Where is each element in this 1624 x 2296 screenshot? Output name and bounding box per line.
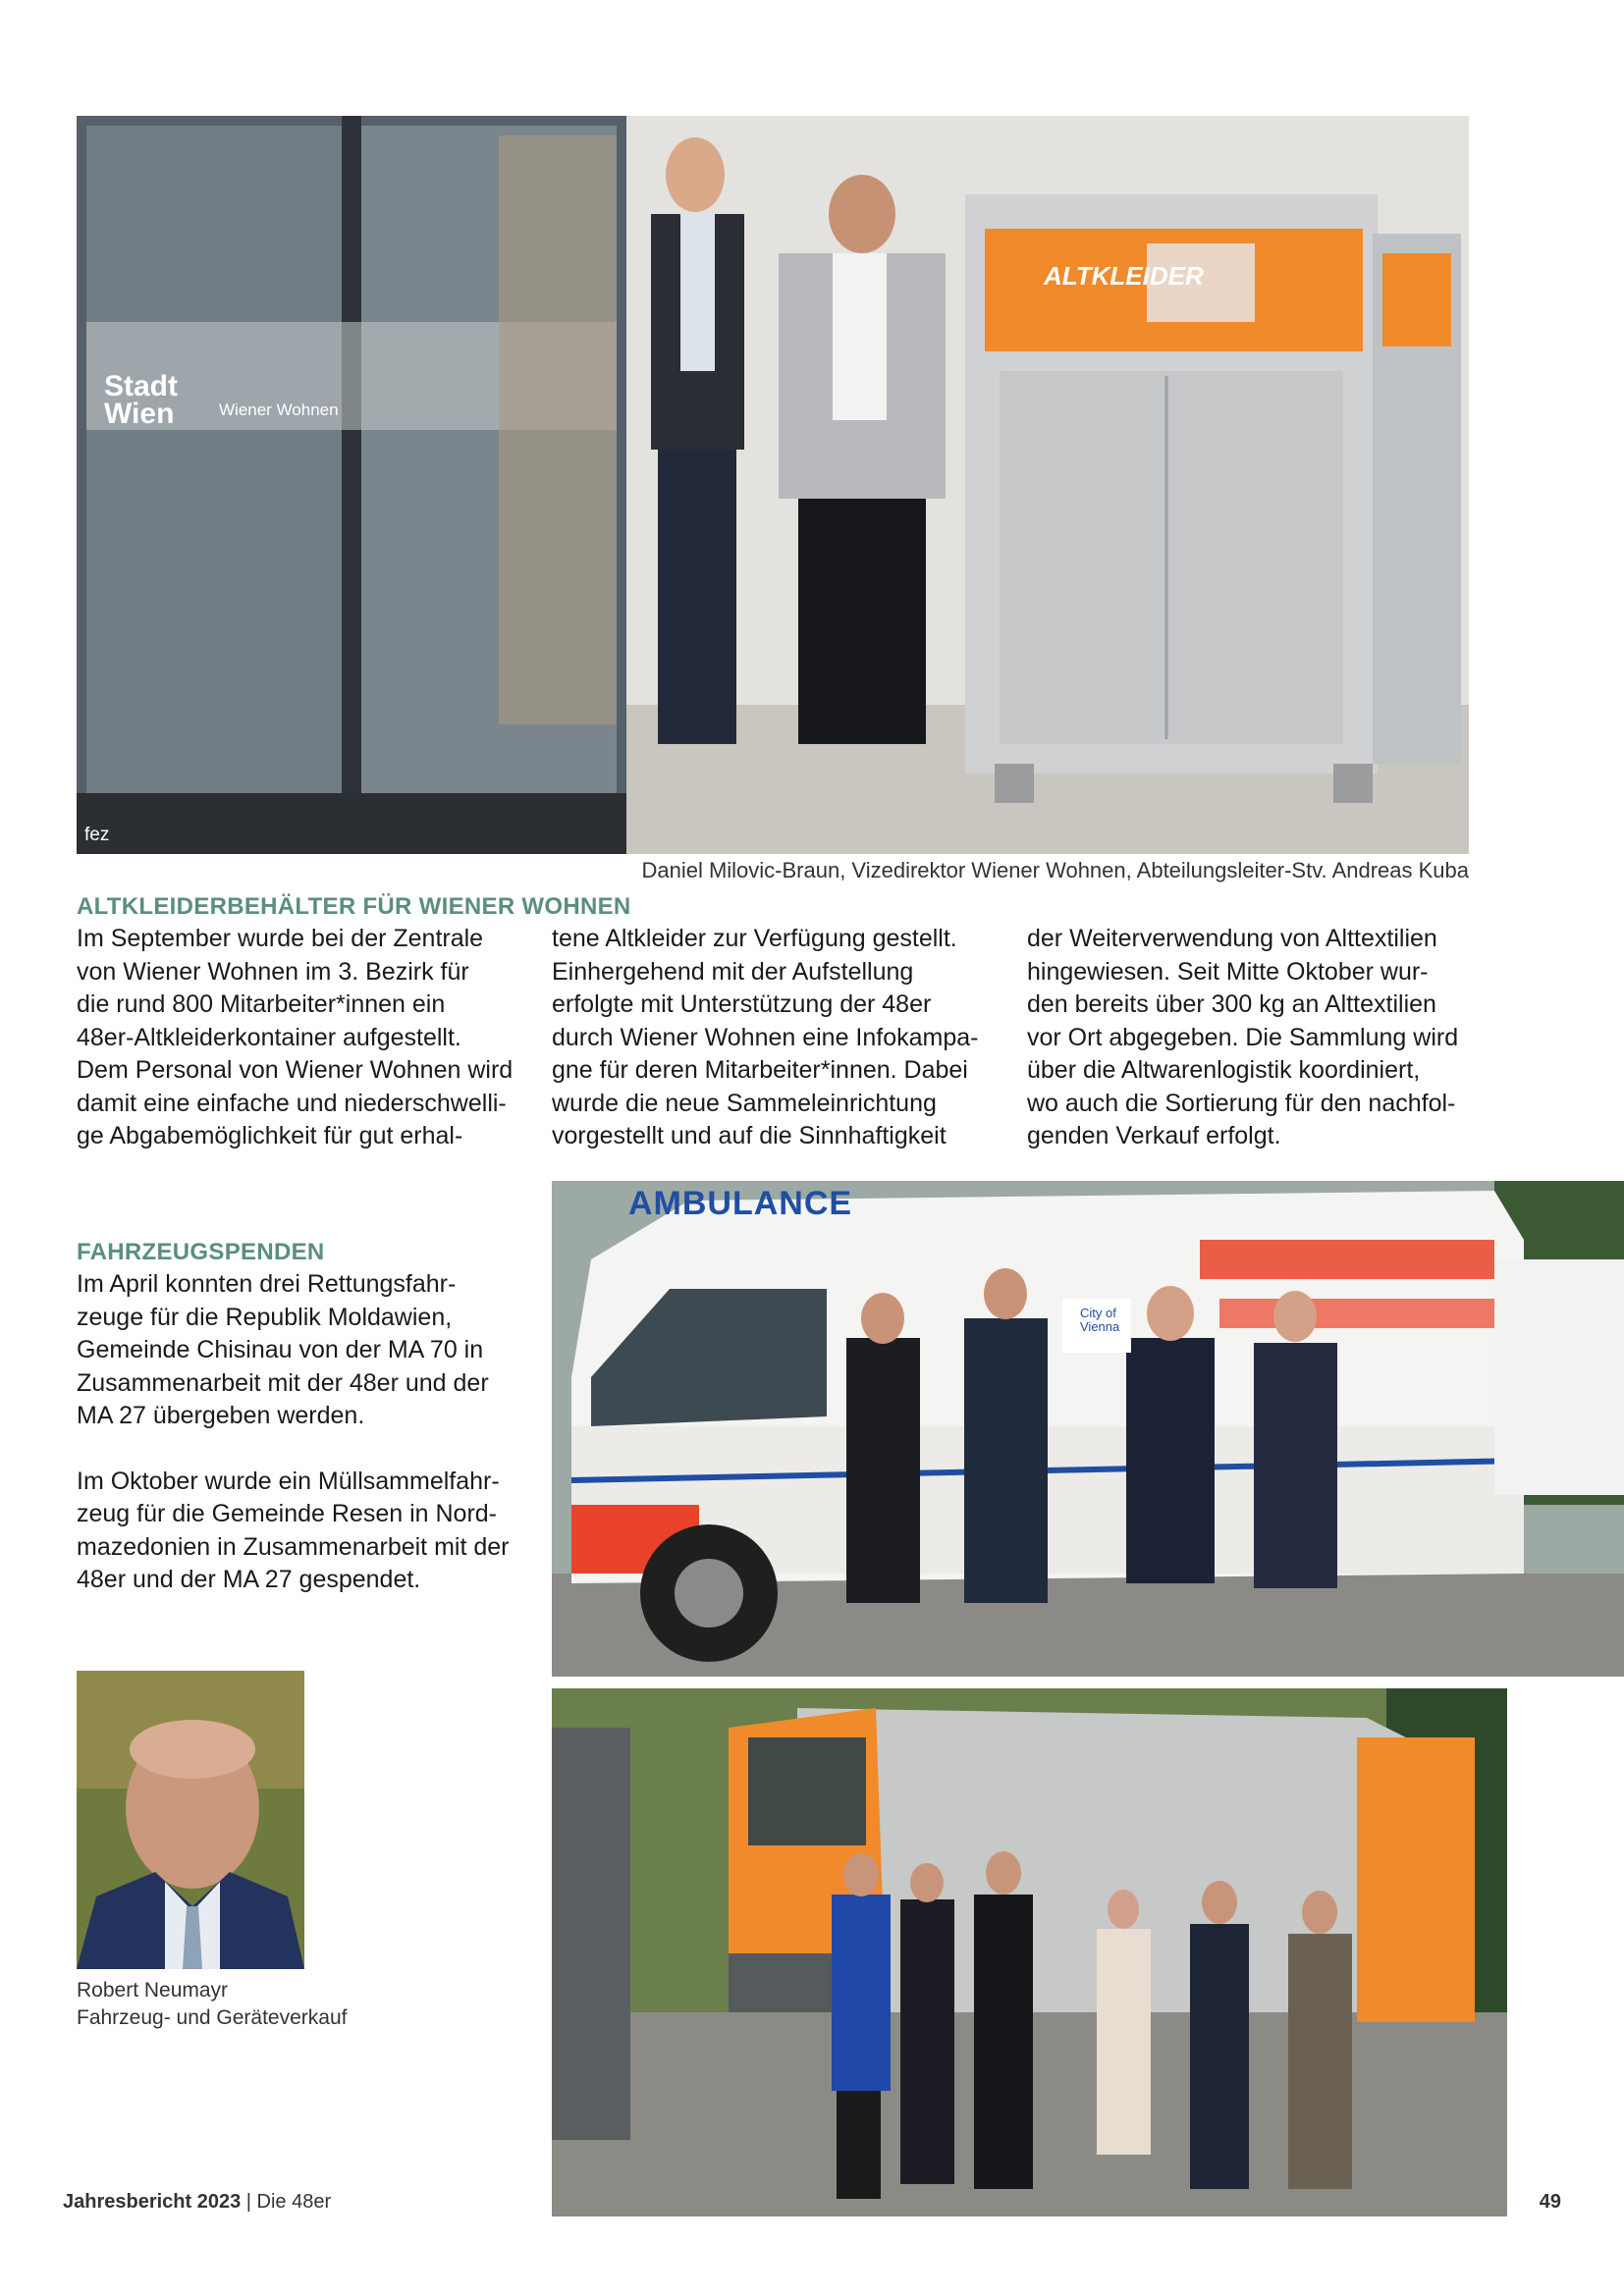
- footer-org: Die 48er: [256, 2191, 332, 2213]
- contact-block: [77, 1977, 347, 2032]
- photo-garbage-truck-handover: [552, 1688, 1507, 2216]
- photo-ambulance-handover: [552, 1181, 1624, 1677]
- door-sign-dept: Wiener Wohnen: [219, 400, 339, 419]
- section2-para1: Im April konnten drei Rettungsfahr- zeuge für die Republik Moldawien, Gemeinde Chisinau von der MA 70 in Zusammenarbeit mit der 48er und der MA 27 übergeben werden.: [77, 1270, 489, 1429]
- section2-text: [77, 1268, 538, 1597]
- footer-left: [63, 2191, 331, 2214]
- section1-col3-text: der Weiterverwendung von Alttextilien hingewiesen. Seit Mitte Oktober wur- den bereits über 300 kg an Alttextilien vor Ort abgegeben. Die Sammlung wird über die Altwarenlogistik koordiniert, wo auch die Sortierung für den nachfol- genden Verkauf erfolgt.: [1027, 925, 1459, 1149]
- footer-report: Jahresbericht 2023: [63, 2191, 242, 2213]
- door-sign-line2: Wien: [104, 398, 175, 430]
- contact-name: Robert Neumayr: [77, 1979, 229, 2002]
- section1-col1-text: Im September wurde bei der Zentrale von Wiener Wohnen im 3. Bezirk für die rund 800 Mitarbeiter*innen ein 48er-Altkleiderkontainer aufgestellt. Dem Personal von Wiener Wohnen wird damit eine einfache und niederschwelli- ge Abgabemöglichkeit für gut erhal-: [77, 925, 514, 1149]
- door-sign-line1: Stadt: [104, 370, 178, 402]
- city-of-vienna-logo: [1080, 1307, 1119, 1334]
- container-label: ALTKLEIDER: [1044, 261, 1204, 291]
- section-heading-fahrzeugspenden: FAHRZEUGSPENDEN: [77, 1239, 325, 1265]
- section1-col2-text: tene Altkleider zur Verfügung gestellt. Einhergehend mit der Aufstellung erfolgte mit Unterstützung der 48er durch Wiener Wohnen eine Infokampa- gne für deren Mitarbeiter*innen. Dabei wurde die neue Sammeleinrichtung vorgestellt und auf die Sinnhaftigkeit: [552, 925, 979, 1149]
- section1-column-3: [1027, 923, 1498, 1153]
- page-number: 49: [1539, 2191, 1561, 2213]
- door-sign-city: [104, 370, 178, 430]
- portrait-robert-neumayr: [77, 1671, 304, 1969]
- contact-role: Fahrzeug- und Geräteverkauf: [77, 2006, 348, 2029]
- ambulance-text: AMBULANCE: [628, 1185, 853, 1222]
- photo-credit: fez: [84, 825, 110, 845]
- footer-separator: |: [241, 2191, 257, 2213]
- section1-column-1: [77, 923, 538, 1153]
- section1-column-2: [552, 923, 1013, 1153]
- logo-text-1: City of: [1080, 1306, 1116, 1320]
- photo-caption: Daniel Milovic-Braun, Vizedirektor Wiener Wohnen, Abteilungsleiter-Stv. Andreas Kuba: [641, 858, 1469, 882]
- logo-text-2: Vienna: [1080, 1319, 1120, 1334]
- section2-para2: Im Oktober wurde ein Müllsammelfahr- zeug für die Gemeinde Resen in Nord- mazedonien in Zusammenarbeit mit der 48er und der MA 27 gespendet.: [77, 1467, 510, 1593]
- section-heading-altkleider: ALTKLEIDERBEHÄLTER FÜR WIENER WOHNEN: [77, 893, 631, 920]
- photo-altkleider-container: [77, 116, 1469, 854]
